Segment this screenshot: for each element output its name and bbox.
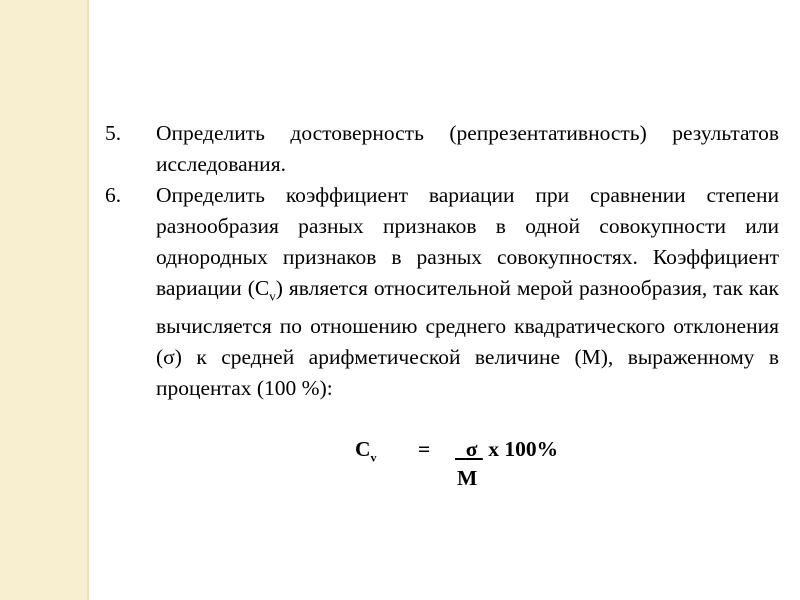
- formula-equals: =: [418, 437, 431, 461]
- list-item-5: [105, 118, 779, 180]
- formula-denominator: M: [457, 466, 478, 490]
- slide-side-bar: [0, 0, 89, 600]
- formula-numerator: σ x 100%: [465, 437, 559, 461]
- slide-content: [105, 118, 779, 404]
- variation-subscript: v: [269, 288, 276, 304]
- formula-lhs: $C_v$: [355, 437, 377, 465]
- list-item-text-part2: ) является относительной мерой разнообразия, так как вычисляется по отношению среднего квадратического отклонения (σ) к средней арифметической величине (М), выраженному в процентах (100 %):: [156, 276, 779, 401]
- list-item-text-part1: Определить коэффициент вариации при сравнении степени разнообразия разных признаков в одной совокупности или однородных признаков в разных совокупностях. Коэффициент вариации (C: [156, 183, 779, 300]
- list-number: 6.: [105, 183, 122, 207]
- list-item-text: Определить достоверность (репрезентативность) результатов исследования.: [156, 121, 779, 176]
- list-number: 5.: [105, 121, 122, 145]
- list-item-6: [105, 180, 779, 404]
